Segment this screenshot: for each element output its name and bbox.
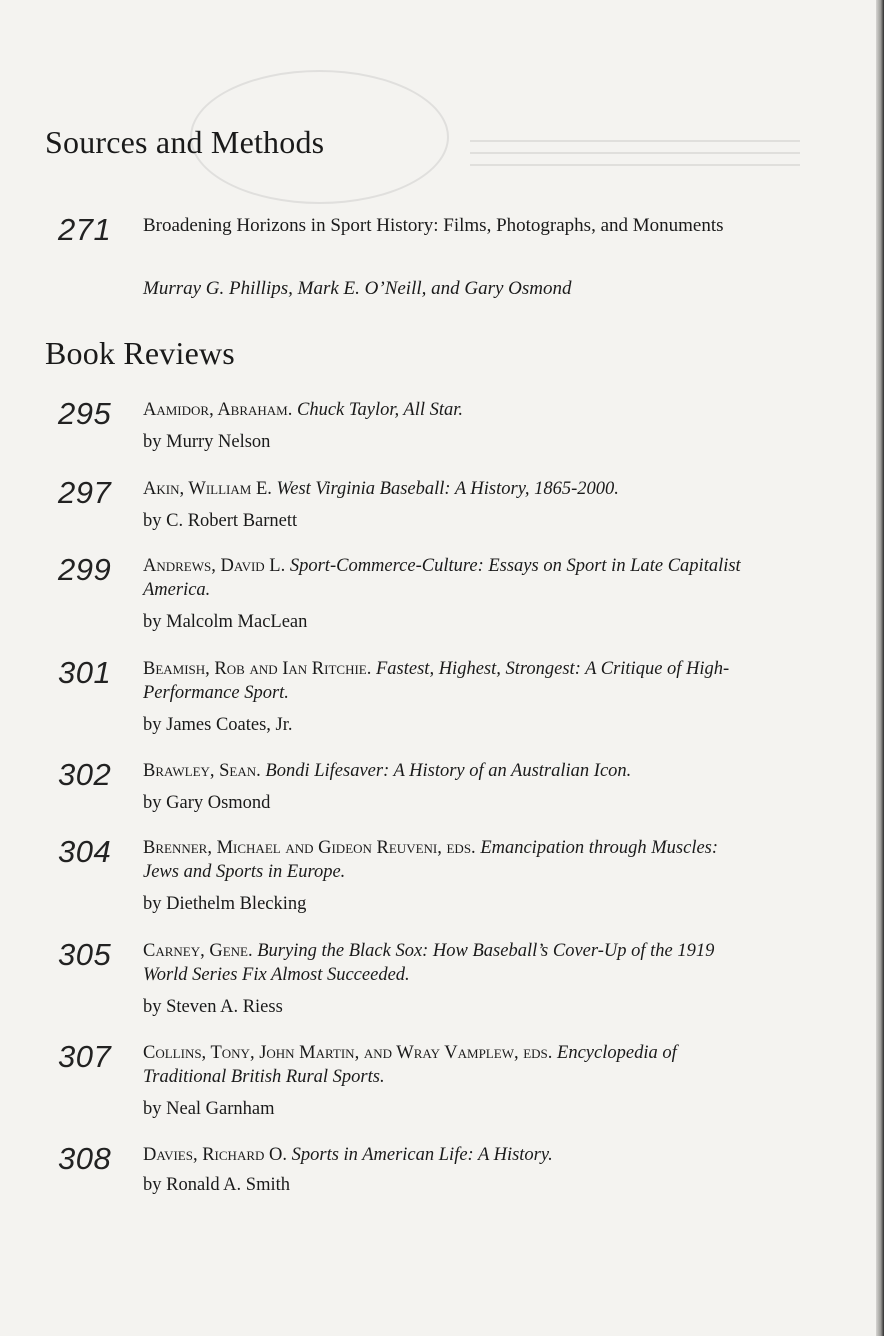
article-authors: Murray G. Phillips, Mark E. O’Neill, and Gary Osmond — [143, 278, 572, 299]
reviewer: by James Coates, Jr. — [143, 715, 293, 735]
page-number: 301 — [58, 655, 112, 690]
page-number: 308 — [58, 1141, 112, 1176]
reviewer: by Diethelm Blecking — [143, 894, 307, 914]
page-number: 307 — [58, 1039, 112, 1074]
reviewer: by Steven A. Riess — [143, 997, 283, 1017]
book-author: Andrews, David L. — [143, 556, 286, 576]
reviews-heading: Book Reviews — [45, 335, 235, 371]
book-title: Emancipation through Muscles: Jews and Sports in Europe. — [143, 838, 719, 882]
page-number: 299 — [58, 552, 112, 587]
book-author: Collins, Tony, John Martin, and Wray Vamplew, eds. — [143, 1043, 553, 1063]
page-number: 304 — [58, 834, 112, 869]
book-title: Bondi Lifesaver: A History of an Australian Icon. — [265, 761, 632, 781]
reviewer: by Murry Nelson — [143, 432, 271, 452]
book-author: Davies, Richard O. — [143, 1145, 287, 1165]
book-title: Sport-Commerce-Culture: Essays on Sport in Late Capitalist America. — [143, 556, 741, 600]
book-author: Aamidor, Abraham. — [143, 400, 293, 420]
page-number: 302 — [58, 757, 112, 792]
reviewer: by Ronald A. Smith — [143, 1175, 290, 1195]
page-number: 271 — [58, 212, 112, 247]
book-author: Akin, William E. — [143, 479, 272, 499]
book-title: Fastest, Highest, Strongest: A Critique of High-Performance Sport. — [143, 659, 730, 703]
book-author: Brawley, Sean. — [143, 761, 261, 781]
book-title: Burying the Black Sox: How Baseball’s Cover-Up of the 1919 World Series Fix Almost Succeeded. — [143, 941, 715, 985]
page-edge-shadow — [876, 0, 884, 1336]
page-number: 297 — [58, 475, 112, 510]
reviewer: by C. Robert Barnett — [143, 511, 298, 531]
article-title: Broadening Horizons in Sport History: Films, Photographs, and Monuments — [143, 215, 724, 236]
page-number: 305 — [58, 937, 112, 972]
book-author: Brenner, Michael and Gideon Reuveni, eds. — [143, 838, 476, 858]
book-title: West Virginia Baseball: A History, 1865-2000. — [276, 479, 619, 499]
book-title: Encyclopedia of Traditional British Rural Sports. — [143, 1043, 677, 1087]
book-author: Carney, Gene. — [143, 941, 253, 961]
reviewer: by Gary Osmond — [143, 793, 271, 813]
book-title: Chuck Taylor, All Star. — [297, 400, 464, 420]
reviewer: by Neal Garnham — [143, 1099, 275, 1119]
sources-heading: Sources and Methods — [45, 124, 325, 160]
page-number: 295 — [58, 396, 112, 431]
reviewer: by Malcolm MacLean — [143, 612, 308, 632]
book-author: Beamish, Rob and Ian Ritchie. — [143, 659, 372, 679]
book-title: Sports in American Life: A History. — [291, 1145, 553, 1165]
